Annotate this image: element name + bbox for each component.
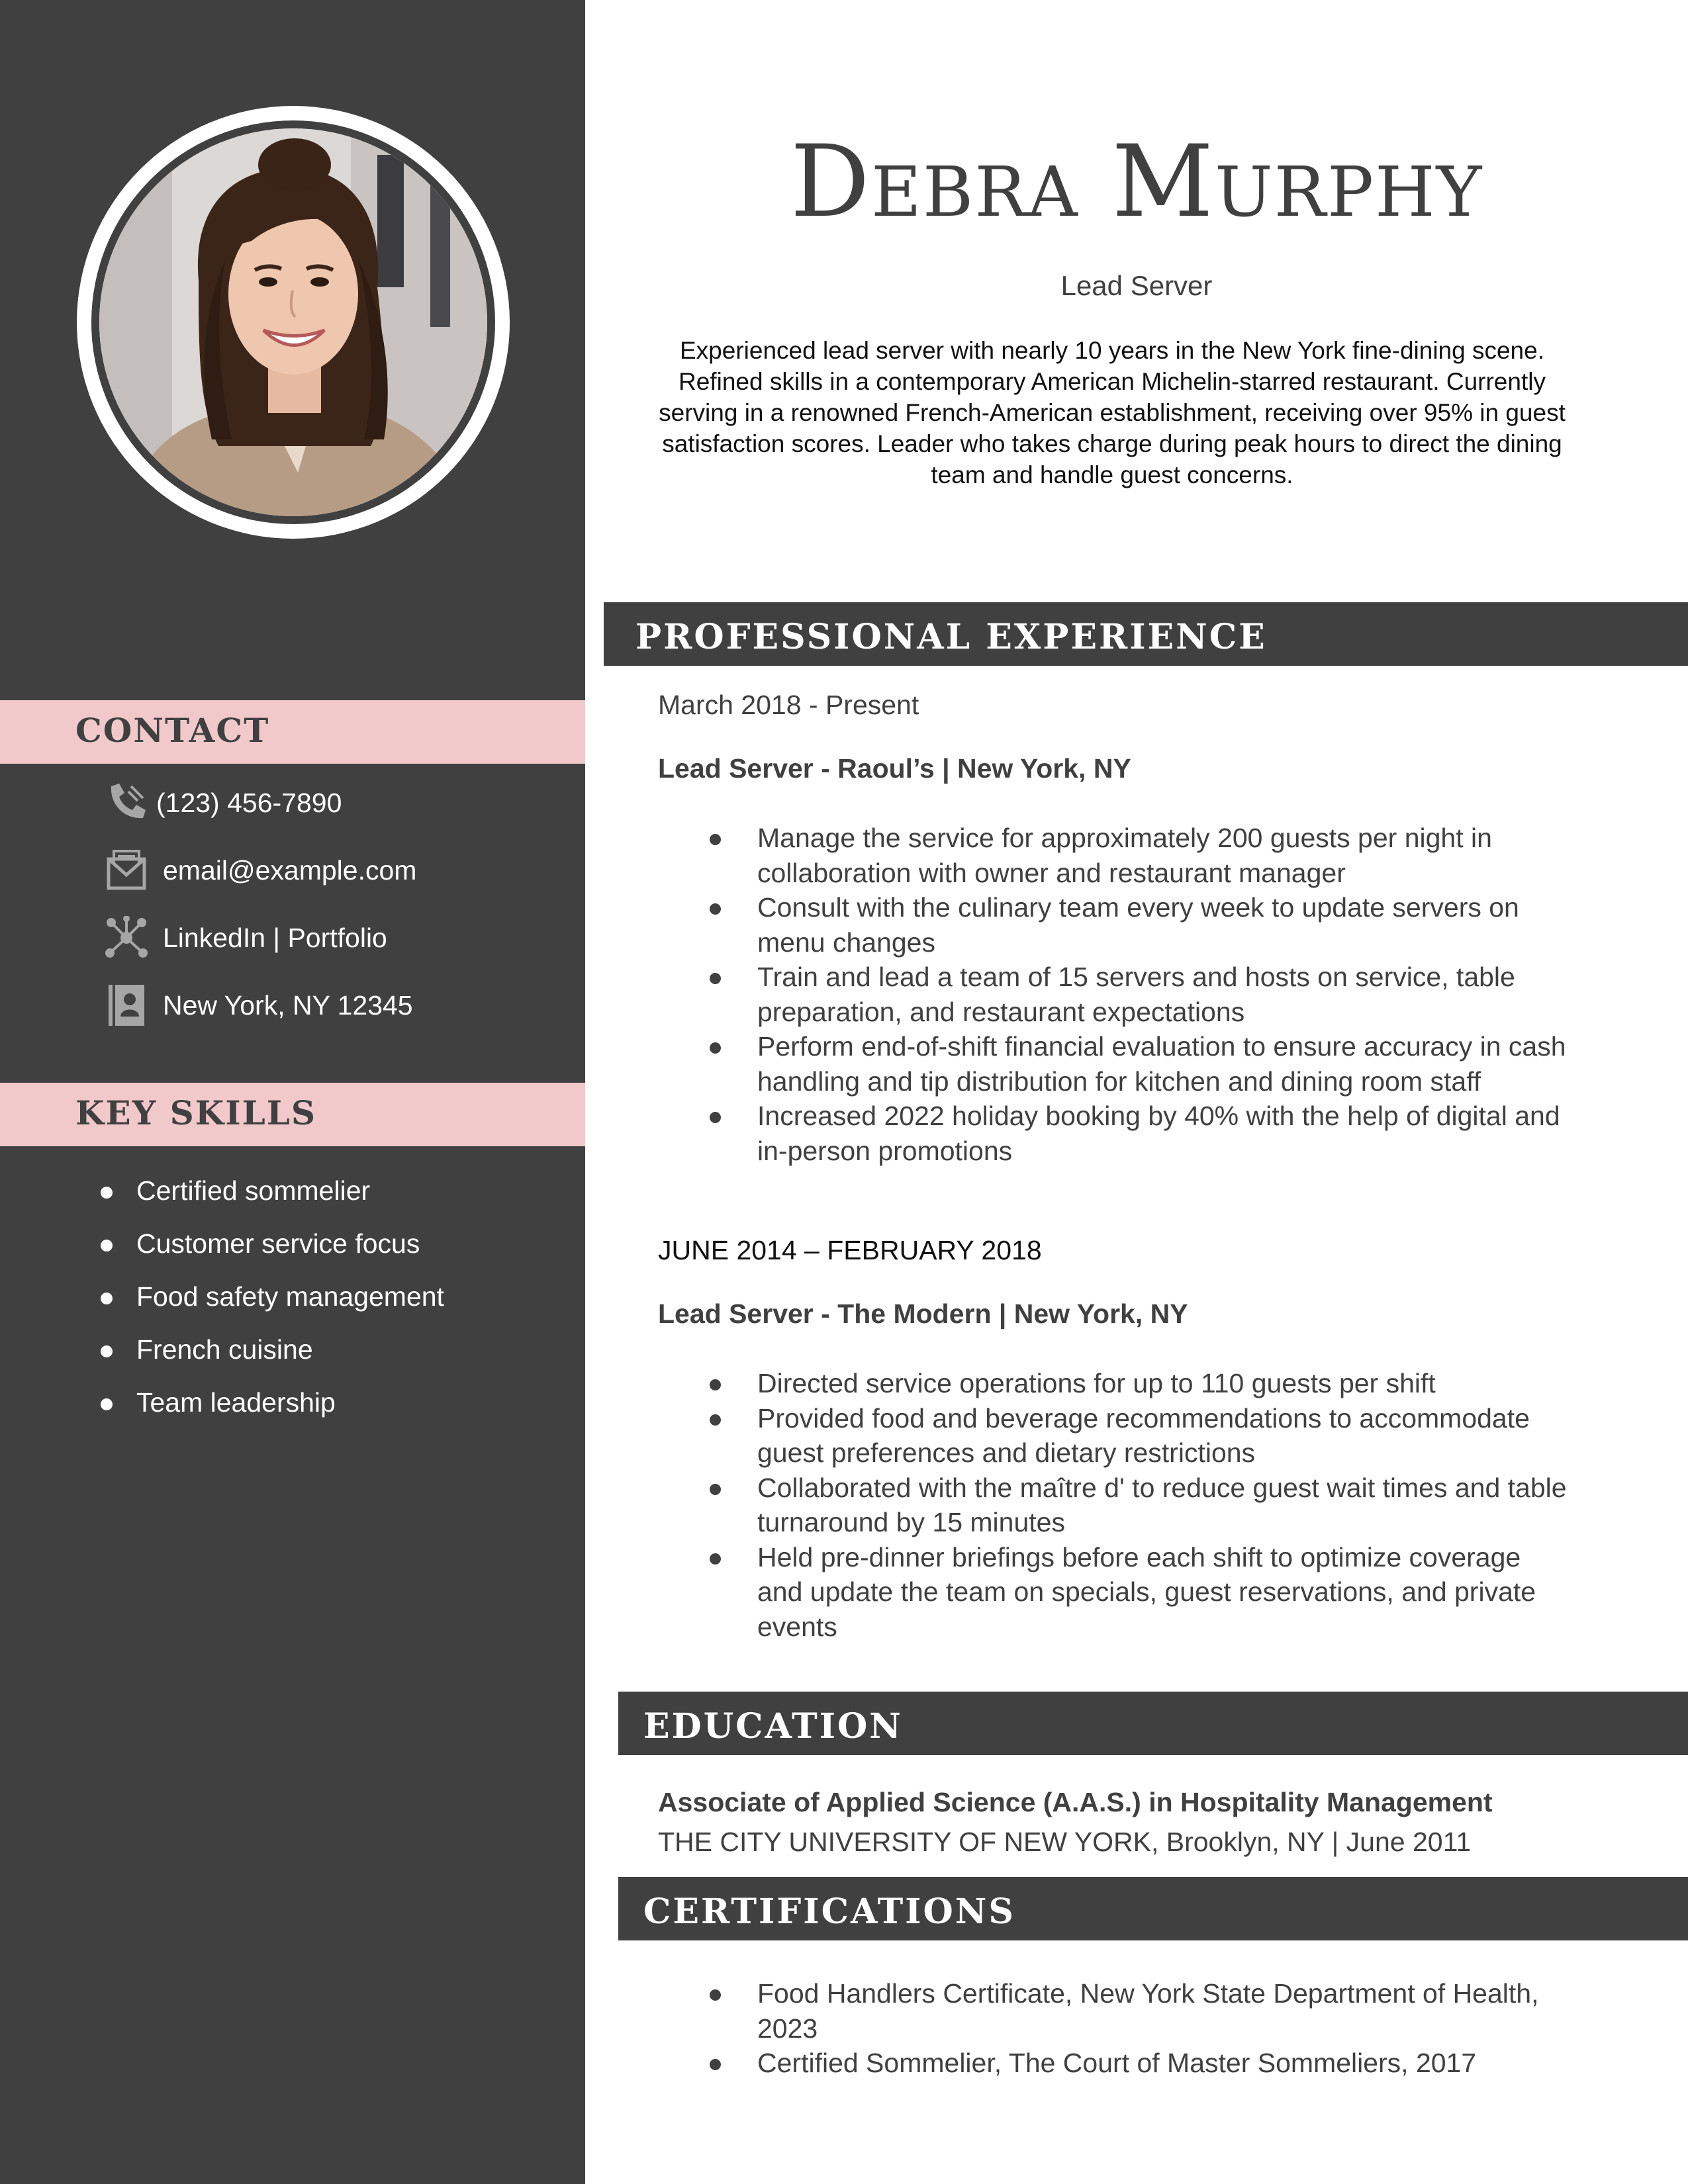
bullet-icon bbox=[101, 1293, 113, 1304]
education-heading: EDUCATION bbox=[643, 1706, 903, 1747]
job-bullets bbox=[707, 821, 1568, 1168]
address-text: New York, NY 12345 bbox=[163, 990, 413, 1021]
list-item: Consult with the culinary team every week to update servers on menu changes bbox=[707, 890, 1568, 960]
bullet-icon bbox=[101, 1345, 113, 1357]
certifications-heading-band bbox=[618, 1877, 1688, 1940]
contact-email bbox=[0, 848, 585, 901]
contact-heading: CONTACT bbox=[75, 711, 270, 750]
bullet-icon bbox=[101, 1187, 113, 1199]
contact-heading-band bbox=[0, 700, 585, 764]
skill-text: Food safety management bbox=[136, 1281, 444, 1312]
name-first-initial: D bbox=[790, 124, 871, 240]
list-item: Train and lead a team of 15 servers and hosts on service, table preparation, and restaurant expectations bbox=[707, 960, 1568, 1029]
phone-icon bbox=[105, 781, 148, 825]
list-item: Directed service operations for up to 110 guests per shift bbox=[707, 1366, 1568, 1401]
job-title: Lead Server bbox=[1060, 270, 1213, 301]
job-role: Lead Server - Raoul’s | New York, NY bbox=[658, 753, 1131, 784]
list-item: Perform end-of-shift financial evaluation to ensure accuracy in cash handling and tip distribution for kitchen and dining room staff bbox=[707, 1029, 1568, 1099]
address-book-icon bbox=[105, 983, 148, 1027]
mail-icon bbox=[105, 848, 148, 892]
list-item: Provided food and beverage recommendations to accommodate guest preferences and dietary restrictions bbox=[707, 1401, 1568, 1471]
name-last-rest: URPHY bbox=[1215, 152, 1483, 232]
skill-text: Customer service focus bbox=[136, 1228, 420, 1259]
bullet-icon bbox=[101, 1240, 113, 1251]
skill-item bbox=[0, 1383, 585, 1430]
contact-address bbox=[0, 983, 585, 1036]
skill-text: French cuisine bbox=[136, 1334, 313, 1365]
skill-item bbox=[0, 1171, 585, 1218]
skill-item bbox=[0, 1330, 585, 1377]
bullet-icon bbox=[101, 1398, 113, 1410]
certifications-heading: CERTIFICATIONS bbox=[643, 1891, 1015, 1932]
skill-item bbox=[0, 1277, 585, 1324]
email-text[interactable]: email@example.com bbox=[163, 855, 417, 886]
experience-heading: PROFESSIONAL EXPERIENCE bbox=[635, 617, 1267, 657]
network-icon bbox=[105, 916, 148, 960]
school: THE CITY UNIVERSITY OF NEW YORK, Brooklyn, NY | June 2011 bbox=[658, 1827, 1472, 1857]
education-heading-band bbox=[618, 1692, 1688, 1755]
phone-text[interactable]: (123) 456-7890 bbox=[156, 788, 342, 818]
list-item: Increased 2022 holiday booking by 40% with the help of digital and in-person promotions bbox=[707, 1099, 1568, 1168]
list-item: Collaborated with the maître d' to reduce guest wait times and table turnaround by 15 minutes bbox=[707, 1471, 1568, 1540]
summary: Experienced lead server with nearly 10 years in the New York fine-dining scene. Refined skills in a contemporary American Michelin-starred restaurant. Currently serving in a renowned French-American establishment, receiving over 95% in guest satisfaction scores. Leader who takes charge during peak hours to direct the dining team and handle guest concerns. bbox=[659, 337, 1566, 488]
certification-list bbox=[707, 1976, 1568, 2081]
skill-item bbox=[0, 1224, 585, 1271]
degree: Associate of Applied Science (A.A.S.) in Hospitality Management bbox=[658, 1787, 1493, 1817]
profile-photo bbox=[99, 128, 487, 516]
list-item: Held pre-dinner briefings before each shift to optimize coverage and update the team on specials, guest reservations, and private events bbox=[707, 1540, 1568, 1645]
job-bullets bbox=[707, 1366, 1568, 1644]
name-first-rest: EBRA bbox=[870, 152, 1079, 232]
skill-text: Team leadership bbox=[136, 1387, 336, 1418]
job-dates: March 2018 - Present bbox=[658, 690, 919, 720]
skill-text: Certified sommelier bbox=[136, 1175, 371, 1206]
experience-heading-band bbox=[604, 602, 1688, 666]
skills-heading-band bbox=[0, 1083, 585, 1146]
skills-heading: KEY SKILLS bbox=[75, 1093, 317, 1132]
name-last-initial: M bbox=[1111, 124, 1215, 240]
links-text[interactable]: LinkedIn | Portfolio bbox=[163, 923, 387, 953]
job-dates: JUNE 2014 – FEBRUARY 2018 bbox=[658, 1235, 1042, 1265]
list-item: Certified Sommelier, The Court of Master Sommeliers, 2017 bbox=[707, 2046, 1568, 2081]
list-item: Manage the service for approximately 200 guests per night in collaboration with owner and restaurant manager bbox=[707, 821, 1568, 890]
contact-links bbox=[0, 916, 585, 969]
job-role: Lead Server - The Modern | New York, NY bbox=[658, 1298, 1188, 1329]
contact-phone bbox=[0, 781, 585, 834]
candidate-name bbox=[585, 124, 1688, 240]
list-item: Food Handlers Certificate, New York State Department of Health, 2023 bbox=[707, 1976, 1568, 2046]
